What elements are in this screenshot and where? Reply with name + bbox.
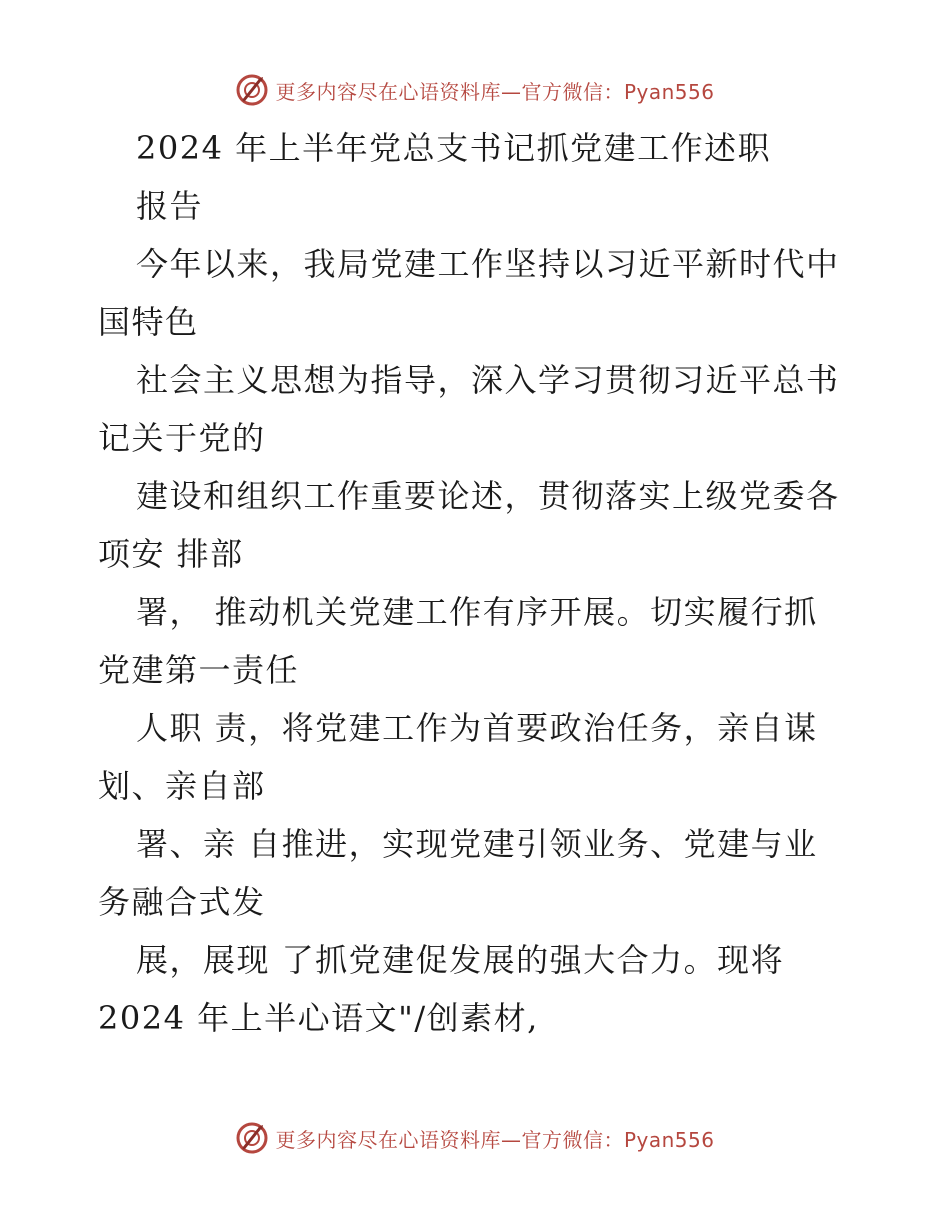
paragraph-line: 署， 推动机关党建工作有序开展。切实履行抓	[136, 593, 818, 631]
paragraph-line: 建设和组织工作重要论述，贯彻落实上级党委各	[136, 477, 840, 515]
doc-title-line: 2024 年上半年党总支书记抓党建工作述职	[136, 129, 772, 167]
paragraph-line: 划、亲自部	[98, 767, 266, 805]
paragraph-line: 署、亲 自推进，实现党建引领业务、党建与业	[136, 825, 818, 863]
paragraph-line: 今年以来，我局党建工作坚持以习近平新时代中	[136, 245, 840, 283]
paragraph-line: 记关于党的	[98, 419, 266, 457]
paragraph-line: 国特色	[98, 303, 199, 341]
brand-logo-icon	[235, 1121, 269, 1155]
paragraph-line: 人职 责，将党建工作为首要政治任务，亲自谋	[136, 709, 818, 747]
footer-banner	[0, 1118, 950, 1158]
brand-logo-icon	[235, 73, 269, 107]
doc-title-line: 报告	[136, 187, 204, 225]
header-banner-text: 更多内容尽在心语资料库—官方微信：Pyan556	[275, 79, 715, 104]
paragraph-line: 2024 年上半心语文"/创素材,	[98, 999, 539, 1037]
paragraph-line: 务融合式发	[98, 883, 266, 921]
header-banner	[0, 70, 950, 110]
paragraph-line: 党建第一责任	[98, 651, 300, 689]
paragraph-line: 项安 排部	[98, 535, 244, 573]
footer-banner-text: 更多内容尽在心语资料库—官方微信：Pyan556	[275, 1127, 715, 1152]
paragraph-line: 展，展现 了抓党建促发展的强大合力。现将	[136, 941, 785, 979]
paragraph-line: 社会主义思想为指导，深入学习贯彻习近平总书	[136, 361, 840, 399]
